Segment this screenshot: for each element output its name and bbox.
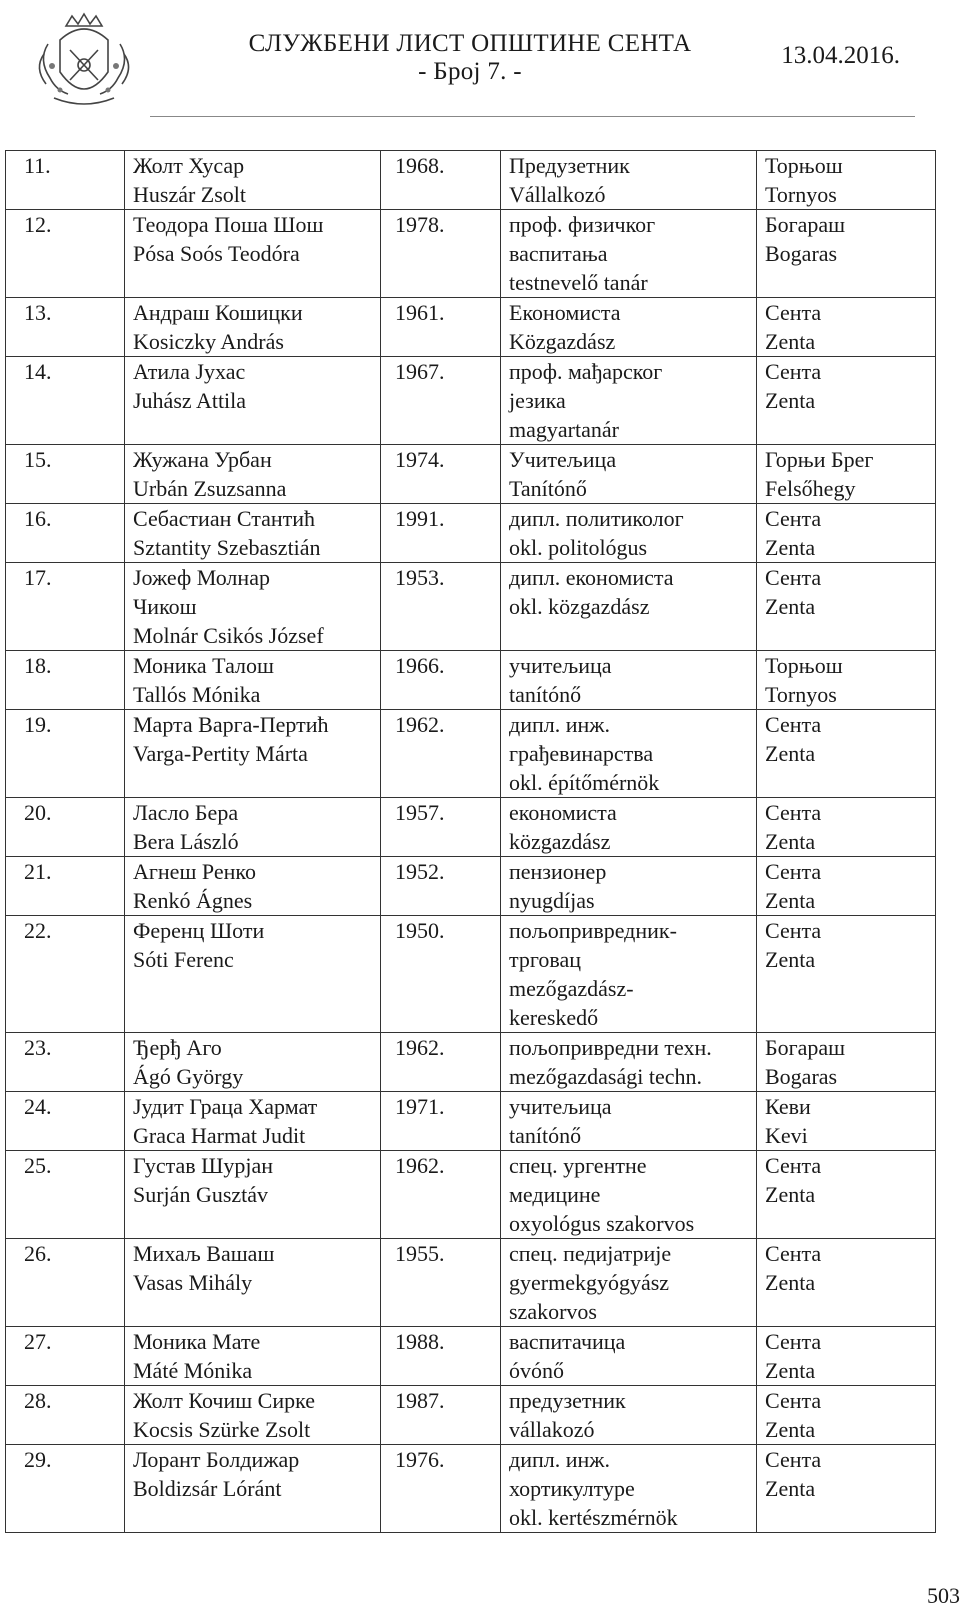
candidate-name: Себастиан Стантић Sztantity Szebasztián [125,504,381,563]
residence: Сента Zenta [757,563,936,651]
table-row [6,916,936,1033]
page-number: 503 [927,1583,960,1608]
row-number: 19. [6,710,125,798]
coat-of-arms-icon [30,10,138,112]
occupation: дипл. политиколог okl. politológus [501,504,757,563]
birth-year: 1974. [381,445,501,504]
candidate-name: Андраш Кошицки Kosiczky András [125,298,381,357]
candidate-name: Жолт Хусар Huszár Zsolt [125,151,381,210]
occupation: проф. мађарског језика magyartanár [501,357,757,445]
occupation: економиста közgazdász [501,798,757,857]
row-number: 20. [6,798,125,857]
birth-year: 1968. [381,151,501,210]
birth-year: 1953. [381,563,501,651]
residence: Сента Zenta [757,357,936,445]
birth-year: 1962. [381,1033,501,1092]
row-number: 26. [6,1239,125,1327]
residence: Сента Zenta [757,1386,936,1445]
table-row [6,1386,936,1445]
candidate-name: Теодора Поша Шош Pósa Soós Teodóra [125,210,381,298]
occupation: Предузетник Vállalkozó [501,151,757,210]
birth-year: 1991. [381,504,501,563]
candidate-name: Марта Варга-Пертић Varga-Pertity Márta [125,710,381,798]
row-number: 21. [6,857,125,916]
row-number: 27. [6,1327,125,1386]
birth-year: 1978. [381,210,501,298]
row-number: 28. [6,1386,125,1445]
residence: Торњош Tornyos [757,151,936,210]
table-row [6,298,936,357]
residence: Сента Zenta [757,1445,936,1533]
occupation: васпитачица óvónő [501,1327,757,1386]
table-row [6,1033,936,1092]
birth-year: 1962. [381,710,501,798]
candidate-name: Атила Јухас Juhász Attila [125,357,381,445]
row-number: 14. [6,357,125,445]
residence: Сента Zenta [757,798,936,857]
birth-year: 1957. [381,798,501,857]
table-row [6,504,936,563]
table-row [6,357,936,445]
table-row [6,1092,936,1151]
candidate-name: Агнеш Ренко Renkó Ágnes [125,857,381,916]
occupation: дипл. инж. грађевинарства okl. építőmérnök [501,710,757,798]
row-number: 13. [6,298,125,357]
candidate-name: Јудит Граца Хармат Graca Harmat Judit [125,1092,381,1151]
row-number: 23. [6,1033,125,1092]
residence: Богараш Bogaras [757,210,936,298]
birth-year: 1988. [381,1327,501,1386]
residence: Торњош Tornyos [757,651,936,710]
birth-year: 1967. [381,357,501,445]
residence: Сента Zenta [757,1327,936,1386]
row-number: 15. [6,445,125,504]
table-row [6,710,936,798]
occupation: проф. физичког васпитања testnevelő tanár [501,210,757,298]
candidate-name: Јожеф Молнар Чикош Molnár Csikós József [125,563,381,651]
candidate-table-body [6,151,936,1533]
residence: Сента Zenta [757,710,936,798]
birth-year: 1966. [381,651,501,710]
birth-year: 1987. [381,1386,501,1445]
residence: Кеви Kevi [757,1092,936,1151]
occupation: спец. ургентне медицине oxyológus szakorvos [501,1151,757,1239]
table-row [6,563,936,651]
candidate-name: Жолт Кочиш Сирке Kocsis Szürke Zsolt [125,1386,381,1445]
table-row [6,1151,936,1239]
candidate-name: Лорант Болдижар Boldizsár Lóránt [125,1445,381,1533]
candidate-table [5,150,936,1533]
occupation: Учитељица Tanítónő [501,445,757,504]
header-rule [150,116,915,117]
occupation: учитељица tanítónő [501,1092,757,1151]
row-number: 22. [6,916,125,1033]
candidate-name: Ласло Бера Bera László [125,798,381,857]
residence: Богараш Bogaras [757,1033,936,1092]
residence: Сента Zenta [757,504,936,563]
candidate-name: Жужана Урбан Urbán Zsuzsanna [125,445,381,504]
occupation: дипл. економиста okl. közgazdász [501,563,757,651]
candidate-name: Моника Талош Tallós Mónika [125,651,381,710]
row-number: 16. [6,504,125,563]
residence: Сента Zenta [757,1239,936,1327]
publication-title-line1: СЛУЖБЕНИ ЛИСТ ОПШТИНЕ СЕНТА [248,30,692,57]
table-row [6,1239,936,1327]
birth-year: 1952. [381,857,501,916]
occupation: спец. педијатрије gyermekgyógyász szakorvos [501,1239,757,1327]
occupation: пољопривредник- трговац mezőgazdász- kereskedő [501,916,757,1033]
birth-year: 1976. [381,1445,501,1533]
row-number: 25. [6,1151,125,1239]
publication-date: 13.04.2016. [781,42,900,69]
residence: Сента Zenta [757,857,936,916]
page-header [0,0,960,118]
residence: Сента Zenta [757,1151,936,1239]
candidate-name: Ференц Шоти Sóti Ferenc [125,916,381,1033]
birth-year: 1955. [381,1239,501,1327]
table-row [6,1445,936,1533]
table-row [6,210,936,298]
residence: Сента Zenta [757,298,936,357]
table-row [6,798,936,857]
table-row [6,151,936,210]
occupation: пољопривредни техн. mezőgazdasági techn. [501,1033,757,1092]
row-number: 12. [6,210,125,298]
birth-year: 1950. [381,916,501,1033]
table-row [6,1327,936,1386]
row-number: 24. [6,1092,125,1151]
occupation: пензионер nyugdíjas [501,857,757,916]
candidate-name: Густав Шурјан Surján Gusztáv [125,1151,381,1239]
birth-year: 1961. [381,298,501,357]
occupation: учитељица tanítónő [501,651,757,710]
row-number: 11. [6,151,125,210]
table-row [6,445,936,504]
occupation: дипл. инж. хортикултуре okl. kertészmérnök [501,1445,757,1533]
candidate-name: Ђерђ Аго Ágó György [125,1033,381,1092]
candidate-name: Михаљ Вашаш Vasas Mihály [125,1239,381,1327]
row-number: 17. [6,563,125,651]
publication-title [240,30,700,86]
row-number: 18. [6,651,125,710]
occupation: Економиста Közgazdász [501,298,757,357]
residence: Горњи Брег Felsőhegy [757,445,936,504]
birth-year: 1962. [381,1151,501,1239]
candidate-name: Моника Мате Máté Mónika [125,1327,381,1386]
residence: Сента Zenta [757,916,936,1033]
occupation: предузетник vállakozó [501,1386,757,1445]
table-row [6,857,936,916]
birth-year: 1971. [381,1092,501,1151]
issue-number: - Број 7. - [418,58,522,85]
table-row [6,651,936,710]
row-number: 29. [6,1445,125,1533]
